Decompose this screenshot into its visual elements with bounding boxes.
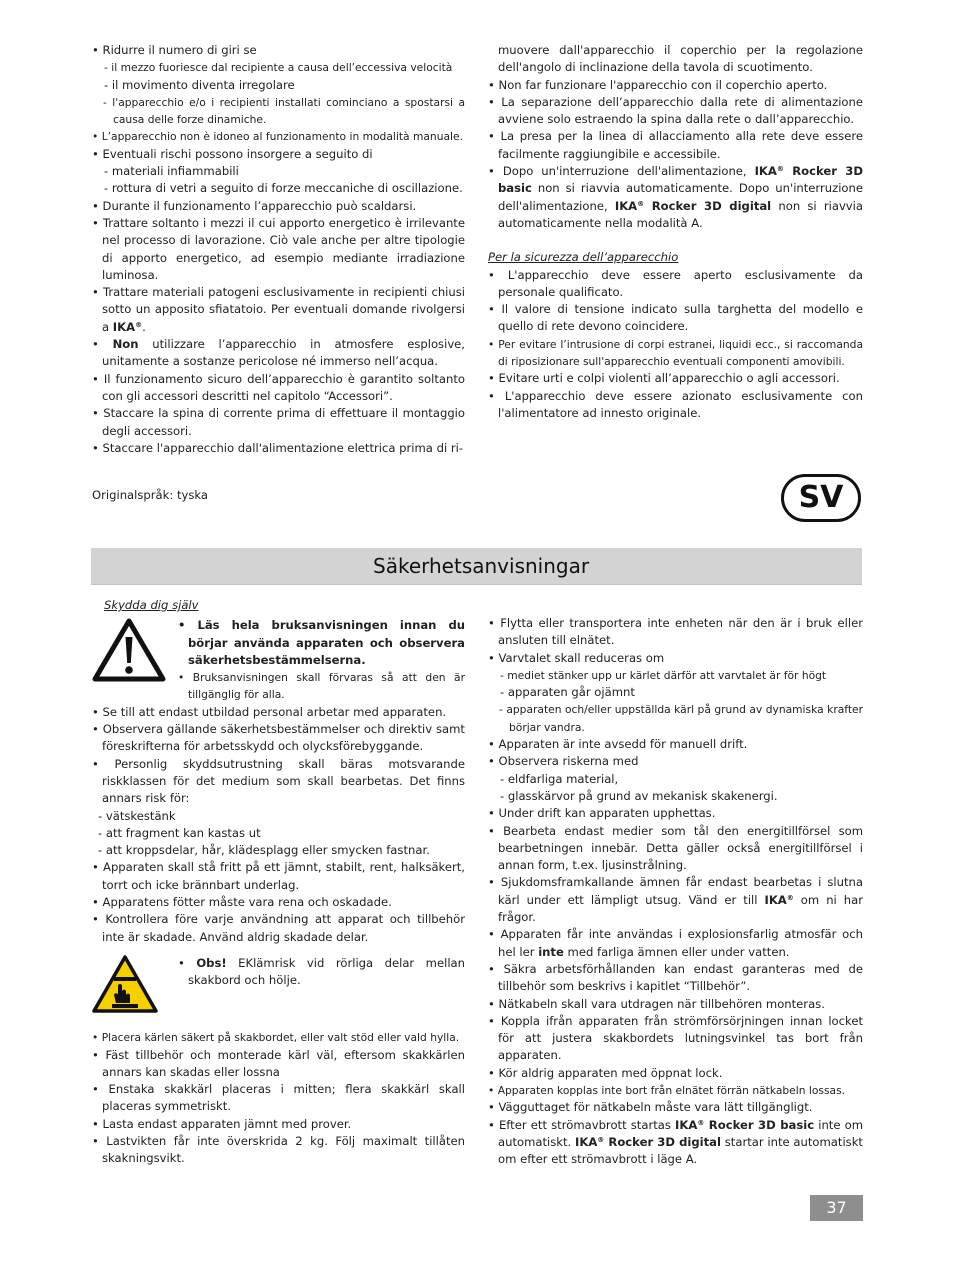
list-item: • Apparaten kopplas inte bort från elnätet förrän nätkabeln lossas. <box>488 1082 863 1099</box>
text-run: non si riavvia automaticamente nella modalità A. <box>498 198 863 230</box>
list-item: • La presa per la linea di allacciamento alla rete deve essere facilmente raggiungibile e accessibile. <box>488 128 863 163</box>
list-item: - apparaten och/eller uppställda kärl på grund av dynamiska krafter börjar vandra. <box>499 703 863 734</box>
list-item: - il mezzo fuoriesce dal recipiente a causa dell’eccessiva velocità <box>104 61 453 75</box>
swedish-right-column <box>488 615 863 1169</box>
list-item: - rottura di vetri a seguito di forze meccaniche di oscillazione. <box>104 181 463 196</box>
text-run: Rocker 3D digital <box>644 198 772 213</box>
text-run: IKA <box>764 892 787 907</box>
list-item: • Fäst tillbehör och monterade kärl väl, eftersom skakkärlen annars kan skadas eller lossna <box>92 1047 465 1082</box>
list-item: • Vägguttaget för nätkabeln måste vara lätt tillgängligt. <box>488 1099 863 1116</box>
spacer <box>488 232 863 249</box>
text-run: utilizzare l’apparecchio in atmosfere esplosive, unitamente a sostanze pericolose né immerso nell’acqua. <box>102 337 465 369</box>
swedish-left-column <box>92 597 465 1168</box>
list-item <box>488 1117 863 1169</box>
list-item: • Staccare l'apparecchio dall'alimentazione elettrica prima di ri- <box>92 440 465 457</box>
list-item: • Enstaka skakkärl placeras i mitten; flera skakkärl skall placeras symmetriskt. <box>92 1081 465 1116</box>
list-item: - l'apparecchio e/o i recipienti installati cominciano a spostarsi a causa delle forze dinamiche. <box>103 95 465 127</box>
text-run: startar inte automatiskt om efter ett strömavbrott i läge A. <box>498 1134 863 1167</box>
text-run: EKlämrisk vid rörliga delar mellan skakbord och hölje. <box>188 955 465 988</box>
list-item: • Lasta endast apparaten jämnt med prover. <box>92 1116 465 1133</box>
text-run: inte <box>538 944 564 959</box>
crush-warning-block <box>92 955 465 1018</box>
text-run: ® <box>786 893 794 902</box>
subsection-heading: Per la sicurezza dell’apparecchio <box>488 250 679 265</box>
text-run: ® <box>637 199 645 208</box>
text-run: . <box>142 319 146 334</box>
crush-warning-text <box>178 955 465 1018</box>
warning-text <box>178 617 465 703</box>
list-item: muovere dall'apparecchio il coperchio per la regolazione dell'angolo di inclinazione della tavola di scuotimento. <box>498 43 863 75</box>
list-item: • Bruksanvisningen skall förvaras så att den är tillgänglig för alla. <box>178 669 465 704</box>
list-item: • Trattare soltanto i mezzi il cui apporto energetico è irrilevante nel processo di lavorazione. Ciò vale anche per altre tipologie di apporto energetico, ad esempio mediante irradiazione luminosa. <box>92 215 465 284</box>
hand-crush-hazard-icon <box>92 955 178 1018</box>
text-run: Rocker 3D basic <box>704 1117 815 1132</box>
text-run: med farliga ämnen eller under vatten. <box>563 944 790 959</box>
list-item: • Säkra arbetsförhållanden kan endast garanteras med de tillbehör som beskrivs i kapitlet “Tillbehör”. <box>488 961 863 996</box>
list-item <box>488 163 863 232</box>
text-run: Obs! <box>196 955 227 970</box>
list-item: • Flytta eller transportera inte enheten när den är i bruk eller ansluten till elnätet. <box>488 615 863 650</box>
page-number: 37 <box>810 1195 863 1221</box>
list-item: - att kroppsdelar, hår, klädesplagg eller smycken fastnar. <box>98 843 430 858</box>
text-run: ® <box>597 1135 605 1144</box>
warning-triangle-icon <box>92 617 178 703</box>
italian-left-column <box>92 42 465 457</box>
list-item: • Varvtalet skall reduceras om <box>488 650 863 667</box>
list-item: • L'apparecchio deve essere azionato esclusivamente con l'alimentatore ad innesto originale. <box>488 388 863 423</box>
section-header <box>91 548 862 585</box>
list-item: • Il valore di tensione indicato sulla targhetta del modello e quello di rete devono coincidere. <box>488 301 863 336</box>
text-run: Dopo un'interruzione dell'alimentazione, <box>502 164 755 179</box>
list-item: • Evitare urti e colpi violenti all’apparecchio o agli accessori. <box>488 370 863 387</box>
list-item: - mediet stänker upp ur kärlet därför att varvtalet är för högt <box>500 668 827 682</box>
text-run: ® <box>776 165 784 174</box>
list-item: • Under drift kan apparaten upphettas. <box>488 805 863 822</box>
subsection-heading: Skydda dig själv <box>104 598 199 612</box>
list-item: • Lastvikten får inte överskrida 2 kg. Följ maximalt tillåten skakningsvikt. <box>92 1133 465 1168</box>
list-item: • Placera kärlen säkert på skakbordet, eller valt stöd eller vald hylla. <box>92 1029 465 1046</box>
language-badge: SV <box>781 474 861 522</box>
text-run: IKA <box>112 319 136 334</box>
list-item: • Kör aldrig apparaten med öppnat lock. <box>488 1065 863 1082</box>
text-run: Apparaten får inte användas i explosionsfarlig atmosfär och hel ler <box>498 927 863 959</box>
list-item: • Durante il funzionamento l’apparecchio può scaldarsi. <box>92 198 465 215</box>
list-item: • Apparatens fötter måste vara rena och oskadade. <box>92 894 465 911</box>
text-run: IKA <box>614 198 638 213</box>
list-item: - il movimento diventa irregolare <box>104 77 295 92</box>
list-item: • Non far funzionare l'apparecchio con il coperchio aperto. <box>488 77 863 94</box>
list-item: • Apparaten är inte avsedd för manuell drift. <box>488 736 863 753</box>
text-run: inte om automatiskt. <box>498 1117 863 1149</box>
list-item: • Observera riskerna med <box>488 753 863 770</box>
list-item: - materiali infiammabili <box>104 164 239 179</box>
list-item: • Nätkabeln skall vara utdragen när tillbehören monteras. <box>488 996 863 1013</box>
section-title: Säkerhetsanvisningar <box>373 554 590 578</box>
list-item: • L'apparecchio deve essere aperto esclusivamente da personale qualificato. <box>488 267 863 302</box>
text-run: Non <box>112 337 139 352</box>
italian-right-column <box>488 42 863 422</box>
list-item: • Observera gällande säkerhetsbestämmelser och direktiv samt föreskrifterna för arbetsskydd och olycksförebyggande. <box>92 721 465 756</box>
original-language-note: Originalspråk: tyska <box>92 488 209 502</box>
text-run: IKA <box>575 1134 598 1149</box>
list-item <box>92 336 465 371</box>
list-item: • Se till att endast utbildad personal arbetar med apparaten. <box>92 704 465 721</box>
text-run: Efter ett strömavbrott startas <box>498 1117 676 1132</box>
list-item: • Bearbeta endast medier som tål den energitillförsel som bearbetningen innebär. Detta gäller också energitillförsel i annan form, t.ex. ljusinstrålning. <box>488 823 863 875</box>
list-item: • Kontrollera före varje användning att apparat och tillbehör inte är skadade. Använd aldrig skadade delar. <box>92 911 465 946</box>
list-item <box>488 874 863 926</box>
text-run: IKA <box>754 164 777 179</box>
warning-block <box>92 617 465 703</box>
list-item: • Staccare la spina di corrente prima di effettuare il montaggio degli accessori. <box>92 405 465 440</box>
list-item: • La separazione dell’apparecchio dalla rete di alimentazione avviene solo estraendo la spina dalla rete o dall’apparecchio. <box>488 94 863 129</box>
text-run: Rocker 3D basic <box>498 164 863 196</box>
swedish-list-a <box>92 704 465 946</box>
list-item: • Koppla ifrån apparaten från strömförsörjningen innan locket för att justera skakbordets lutningsvinkel tas bort från apparaten. <box>488 1013 863 1065</box>
list-item <box>178 955 465 990</box>
text-run: om ni har frågor. <box>498 892 863 925</box>
text-run: Trattare materiali patogeni esclusivamente in recipienti chiusi sotto un apposito sfiatatoio. Per eventuali domande rivolgersi a <box>102 285 465 334</box>
list-item: - glasskärvor på grund av mekanisk skakenergi. <box>500 788 778 803</box>
text-run: ® <box>697 1118 705 1127</box>
list-item: • L’apparecchio non è idoneo al funzionamento in modalità manuale. <box>92 128 465 145</box>
list-item: • Läs hela bruksanvisningen innan du börjar använda apparaten och observera säkerhetsbestämmelserna. <box>178 617 465 669</box>
list-item: • Apparaten skall stå fritt på ett jämnt, stabilt, rent, halksäkert, torrt och icke brännbart underlag. <box>92 859 465 894</box>
list-item: • Personlig skyddsutrustning skall bäras motsvarande riskklassen för det medium som skall bearbetas. Det finns annars risk för: <box>92 756 465 808</box>
text-run: Rocker 3D digital <box>604 1134 721 1149</box>
list-item: - apparaten går ojämnt <box>500 685 635 700</box>
list-item: • Il funzionamento sicuro dell’apparecchio è garantito soltanto con gli accessori descritti nel capitolo “Accessori”. <box>92 371 465 406</box>
text-run: non si riavvia automaticamente. Dopo un'interruzione dell'alimentazione, <box>498 181 863 213</box>
swedish-list-b <box>92 1029 465 1167</box>
text-run: Sjukdomsframkallande ämnen får endast bearbetas i slutna kärl under ett lämpligt utsug. Vänd er till <box>498 875 864 907</box>
text-run: IKA <box>675 1117 698 1132</box>
text-run: ® <box>135 320 143 329</box>
list-item: - vätskestänk <box>98 808 176 823</box>
list-item: - eldfarliga material, <box>500 771 619 786</box>
list-item: • Ridurre il numero di giri se <box>92 42 465 59</box>
list-item <box>92 284 465 336</box>
list-item: • Eventuali rischi possono insorgere a seguito di <box>92 146 465 163</box>
list-item <box>488 926 863 961</box>
list-item: • Per evitare l’intrusione di corpi estranei, liquidi ecc., si raccomanda di riposizionare sull'apparecchio eventuali componenti amovibili. <box>488 336 863 371</box>
list-item: - att fragment kan kastas ut <box>98 825 261 840</box>
